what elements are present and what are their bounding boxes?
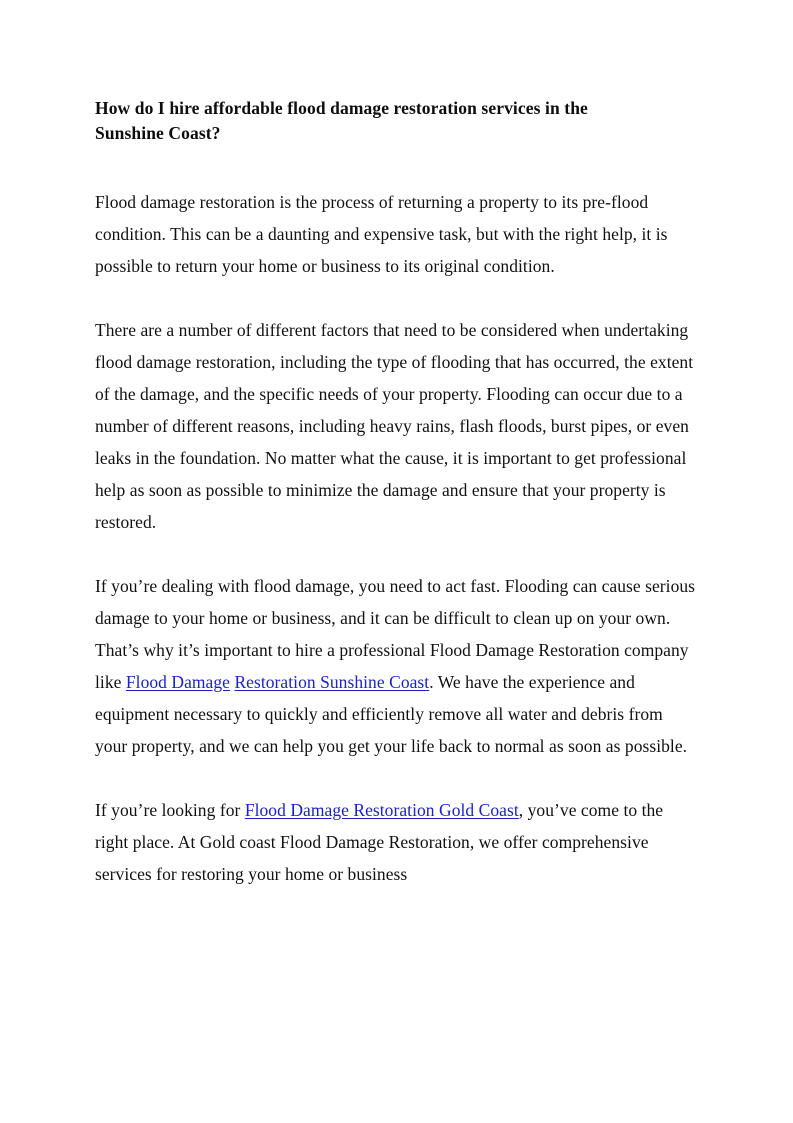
paragraph-3-tail: . We have the experience and equipment necessary to quickly and efficiently remove all water and debris from your property, and we can help you get your life back to normal as soon as possible. — [95, 672, 688, 756]
paragraph-4-tail: , you’ve come to the right place. At Gold coast Flood Damage Restoration, we offer comprehensive services for restoring your home or business — [95, 800, 664, 884]
page-title: How do I hire affordable flood damage restoration services in the Sunshine Coast? — [95, 98, 588, 143]
paragraph-1: Flood damage restoration is the process of returning a property to its pre-flood condition. This can be a daunting and expensive task, but with the right help, it is possible to return your home or business to its original condition. — [95, 192, 668, 276]
link-flood-damage-restoration-gold-coast[interactable]: Flood Damage Restoration Gold Coast — [244, 800, 519, 820]
paragraph-spacer — [95, 282, 699, 314]
paragraph-3 — [95, 570, 699, 762]
paragraph-3-lead: If you’re dealing with flood damage, you need to act fast. Flooding can cause serious damage to your home or business, and it can be difficult to clean up on your own. That’s why it’s important to hire a professional Flood Damage Restoration company like — [95, 576, 696, 692]
paragraph-4-lead: If you’re looking for — [95, 800, 245, 820]
link-flood-damage[interactable]: Flood Damage — [125, 672, 230, 692]
title-spacer — [95, 146, 699, 186]
paragraph-spacer — [95, 762, 699, 794]
link-restoration-sunshine-coast[interactable]: Restoration Sunshine Coast — [234, 672, 430, 692]
paragraph-4 — [95, 794, 699, 890]
document-body — [95, 96, 699, 890]
paragraph-spacer — [95, 538, 699, 570]
paragraph-2: There are a number of different factors that need to be considered when undertaking flood damage restoration, including the type of flooding that has occurred, the extent of the damage, and the specific needs of your property. Flooding can occur due to a number of different reasons, including heavy rains, flash floods, burst pipes, or even leaks in the foundation. No matter what the cause, it is important to get professional help as soon as possible to minimize the damage and ensure that your property is restored. — [95, 320, 694, 532]
